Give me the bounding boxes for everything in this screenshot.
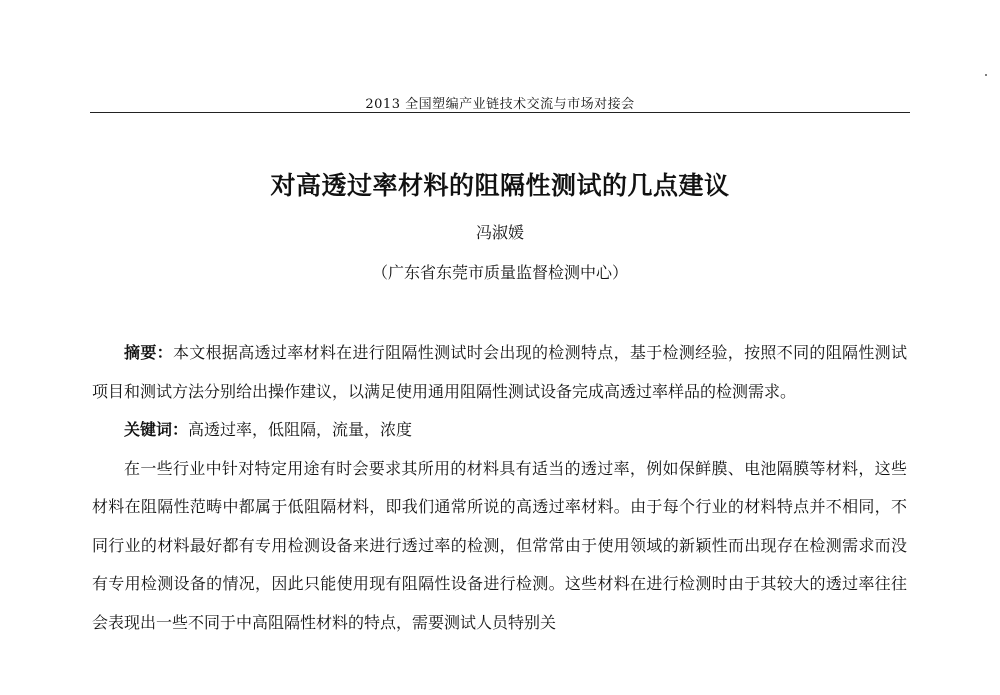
abstract-label: 摘要： <box>124 343 173 362</box>
body-text <box>92 334 907 642</box>
keywords-paragraph <box>92 411 907 450</box>
abstract-text: 本文根据高透过率材料在进行阻隔性测试时会出现的检测特点，基于检测经验，按照不同的阻隔性测试项目和测试方法分别给出操作建议，以满足使用通用阻隔性测试设备完成高透过率样品的检测需求。 <box>92 343 907 401</box>
keywords-label: 关键词： <box>124 420 189 439</box>
keywords-text: 高透过率，低阻隔，流量，浓度 <box>188 420 413 439</box>
running-header: 2013 全国塑编产业链技术交流与市场对接会 <box>365 97 635 112</box>
header-rule <box>90 112 910 113</box>
paper-title: 对高透过率材料的阻隔性测试的几点建议 <box>270 171 730 200</box>
intro-paragraph: 在一些行业中针对特定用途有时会要求其所用的材料具有适当的透过率，例如保鲜膜、电池隔膜等材料，这些材料在阻隔性范畴中都属于低阻隔材料，即我们通常所说的高透过率材料。由于每个行业的材料特点并不相同，不同行业的材料最好都有专用检测设备来进行透过率的检测，但常常由于使用领域的新颖性而出现存在检测需求而没有专用检测设备的情况，因此只能使用现有阻隔性设备进行检测。这些材料在进行检测时由于其较大的透过率往往会表现出一些不同于中高阻隔性材料的特点，需要测试人员特别关 <box>92 458 907 632</box>
abstract-paragraph <box>92 334 907 411</box>
author-affiliation: （广东省东莞市质量监督检测中心） <box>371 263 628 282</box>
scan-speck <box>985 74 987 76</box>
author-name: 冯淑媛 <box>475 223 524 242</box>
